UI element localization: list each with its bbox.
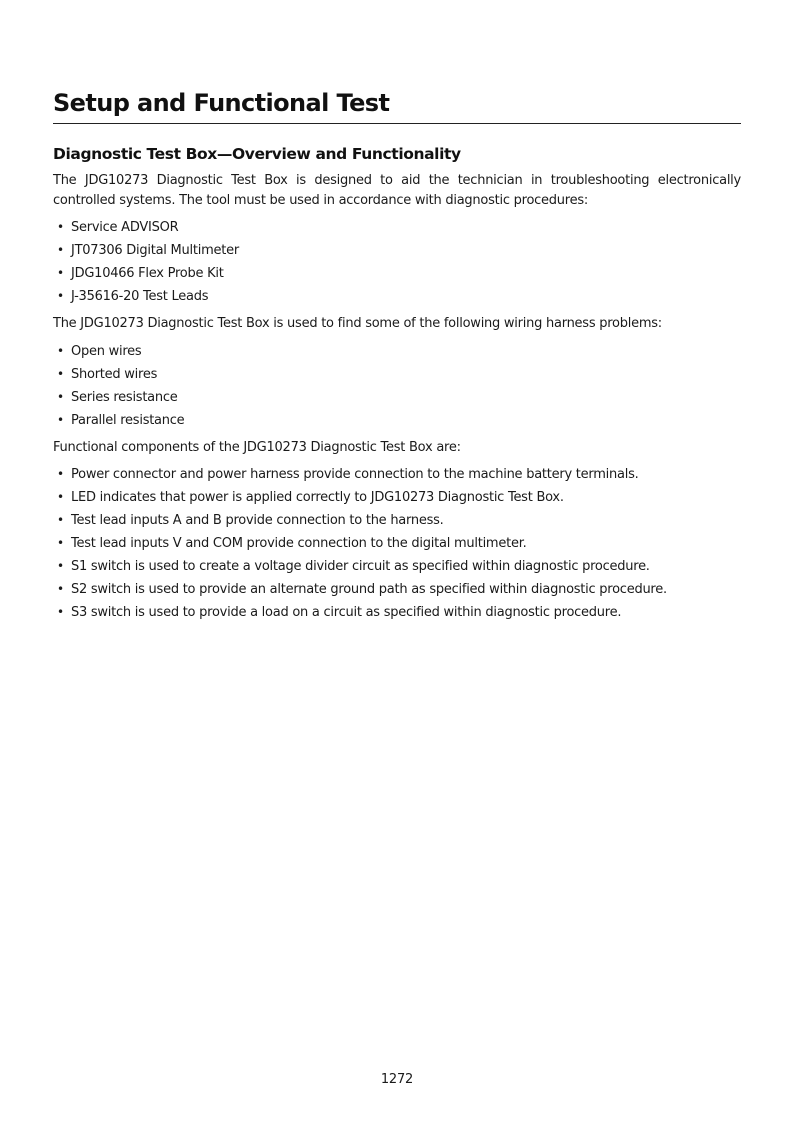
bullet-icon: • (57, 389, 64, 404)
list-item-text: Open wires (71, 343, 142, 359)
list-item (53, 463, 741, 486)
intro-paragraph: The JDG10273 Diagnostic Test Box is designed to aid the technician in troubleshooting electronically controlled systems. The tool must be used in accordance with diagnostic procedures: (53, 173, 741, 208)
list-item (53, 601, 741, 624)
bullet-icon: • (57, 605, 64, 619)
list-item (53, 555, 741, 578)
list-item (53, 340, 741, 363)
list-item-text: JDG10466 Flex Probe Kit (71, 266, 224, 281)
bullet-icon: • (57, 559, 64, 573)
problems-intro-paragraph: The JDG10273 Diagnostic Test Box is used to find some of the following wiring harness problems: (53, 316, 662, 331)
list-item-text: Shorted wires (71, 366, 158, 382)
document-page (53, 0, 741, 624)
bullet-icon: • (57, 266, 64, 280)
page-title: Setup and Functional Test (53, 0, 741, 124)
list-item-text: Service ADVISOR (71, 220, 179, 235)
list-item-text: Power connector and power harness provide connection to the machine battery terminals. (71, 467, 639, 482)
list-item (53, 386, 741, 409)
bullet-icon: • (57, 536, 64, 550)
bullet-icon: • (57, 366, 64, 381)
list-item (53, 532, 741, 555)
list-item-text: S3 switch is used to provide a load on a circuit as specified within diagnostic procedure. (71, 605, 622, 620)
list-item (53, 509, 741, 532)
list-item (53, 285, 741, 308)
list-item-text: J-35616-20 Test Leads (71, 289, 209, 304)
bullet-icon: • (57, 343, 64, 358)
page-number: 1272 (380, 1072, 414, 1087)
tools-list (53, 216, 741, 308)
list-item (53, 262, 741, 285)
bullet-icon: • (57, 490, 64, 504)
list-item-text: Parallel resistance (71, 412, 185, 428)
section-heading: Diagnostic Test Box—Overview and Functionality (53, 145, 461, 163)
list-item (53, 486, 741, 509)
components-intro-paragraph: Functional components of the JDG10273 Diagnostic Test Box are: (53, 439, 461, 455)
list-item-text: JT07306 Digital Multimeter (71, 243, 239, 258)
list-item-text: S1 switch is used to create a voltage divider circuit as specified within diagnostic procedure. (71, 559, 650, 574)
list-item-text: S2 switch is used to provide an alternate ground path as specified within diagnostic procedure. (71, 582, 667, 597)
list-item-text: LED indicates that power is applied correctly to JDG10273 Diagnostic Test Box. (71, 490, 564, 505)
list-item-text: Test lead inputs A and B provide connection to the harness. (71, 513, 444, 528)
bullet-icon: • (57, 467, 64, 481)
list-item (53, 409, 741, 432)
list-item (53, 578, 741, 601)
list-item-text: Test lead inputs V and COM provide connection to the digital multimeter. (71, 536, 527, 551)
problems-list (53, 340, 741, 432)
components-list (53, 463, 741, 624)
list-item (53, 239, 741, 262)
bullet-icon: • (57, 220, 64, 234)
list-item (53, 216, 741, 239)
bullet-icon: • (57, 412, 64, 427)
bullet-icon: • (57, 513, 64, 527)
list-item-text: Series resistance (71, 389, 178, 405)
list-item (53, 363, 741, 386)
bullet-icon: • (57, 582, 64, 596)
bullet-icon: • (57, 289, 64, 303)
bullet-icon: • (57, 243, 64, 257)
